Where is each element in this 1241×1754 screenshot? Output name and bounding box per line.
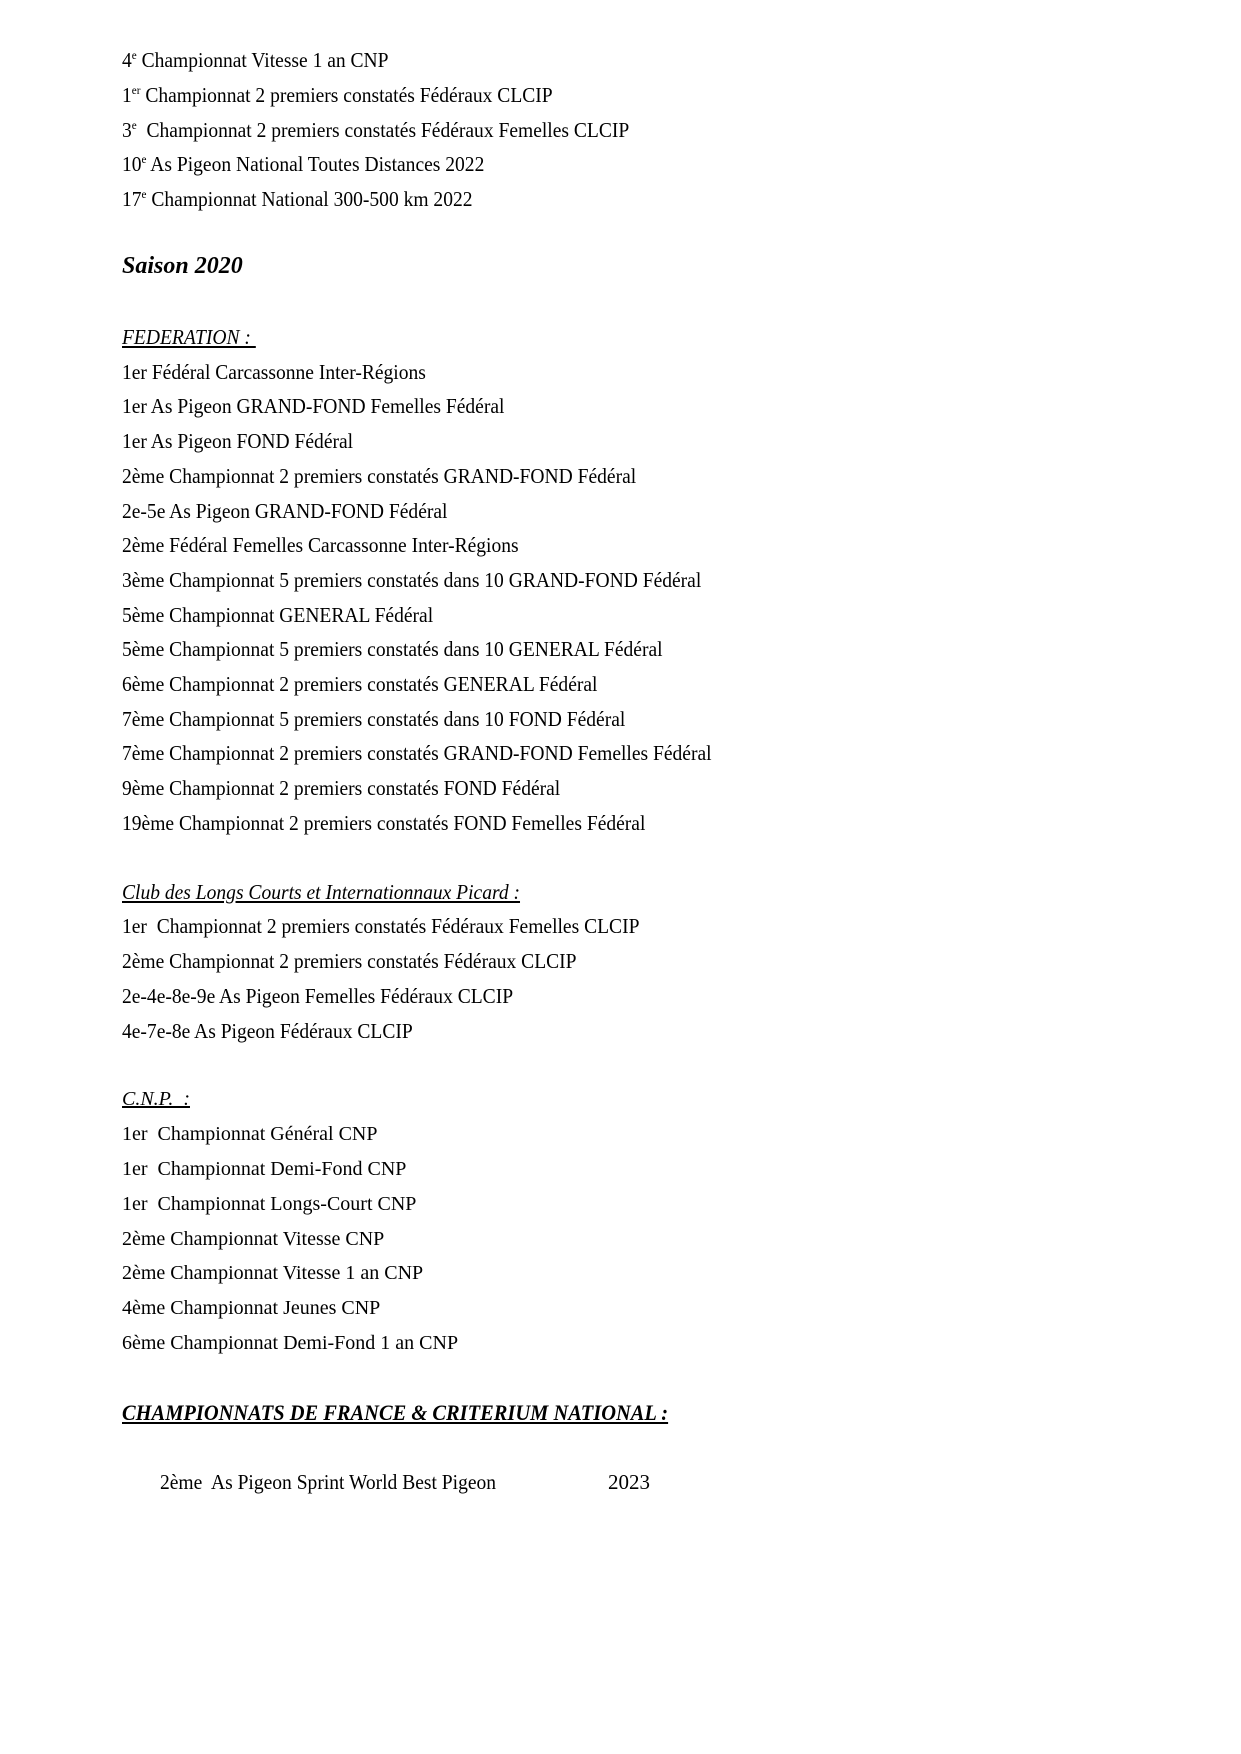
season-title: Saison 2020 [122, 253, 243, 279]
federation-item: 9ème Championnat 2 premiers constatés FOND Fédéral [122, 776, 561, 800]
rank-suffix: e [131, 118, 137, 132]
cnp-item: 6ème Championnat Demi-Fond 1 an CNP [122, 1332, 459, 1354]
section-heading-france: CHAMPIONNATS DE FRANCE & CRITERIUM NATIONAL : [122, 1400, 669, 1425]
rank-suffix: e [141, 187, 147, 201]
federation-item: 5ème Championnat 5 premiers constatés dans 10 GENERAL Fédéral [122, 637, 663, 661]
award-line [122, 48, 389, 75]
federation-item: 1er As Pigeon FOND Fédéral [122, 429, 354, 453]
cnp-item: 2ème Championnat Vitesse CNP [122, 1228, 385, 1250]
section-heading-clcip: Club des Longs Courts et Internationnaux Picard : [122, 880, 521, 904]
clcip-item: 2ème Championnat 2 premiers constatés Fédéraux CLCIP [122, 949, 577, 973]
award-text: Championnat 2 premiers constatés Fédéraux Femelles CLCIP [136, 118, 630, 142]
rank-suffix: er [131, 83, 141, 97]
award-text: Championnat Vitesse 1 an CNP [136, 48, 389, 72]
rank-number: 17 [122, 187, 142, 211]
award-line [122, 152, 484, 179]
federation-item: 2ème Fédéral Femelles Carcassonne Inter-Régions [122, 533, 519, 557]
rank-suffix: e [131, 48, 137, 62]
rank-suffix: e [141, 152, 147, 166]
federation-item: 7ème Championnat 5 premiers constatés dans 10 FOND Fédéral [122, 707, 626, 731]
rank-number: 4 [122, 48, 132, 72]
federation-item: 1er Fédéral Carcassonne Inter-Régions [122, 360, 426, 384]
federation-item: 19ème Championnat 2 premiers constatés FOND Femelles Fédéral [122, 811, 646, 835]
federation-item: 5ème Championnat GENERAL Fédéral [122, 603, 434, 627]
france-entry: 2ème As Pigeon Sprint World Best Pigeon [160, 1470, 497, 1494]
clcip-item: 2e-4e-8e-9e As Pigeon Femelles Fédéraux CLCIP [122, 984, 514, 1008]
award-line [122, 83, 553, 110]
federation-item: 3ème Championnat 5 premiers constatés dans 10 GRAND-FOND Fédéral [122, 568, 702, 592]
federation-item: 6ème Championnat 2 premiers constatés GENERAL Fédéral [122, 672, 598, 696]
rank-number: 10 [122, 152, 142, 176]
award-text: Championnat 2 premiers constatés Fédéraux CLCIP [140, 83, 553, 107]
section-heading-federation: FEDERATION : [122, 325, 256, 349]
rank-number: 3 [122, 118, 132, 142]
cnp-item: 4ème Championnat Jeunes CNP [122, 1297, 381, 1319]
federation-item: 2ème Championnat 2 premiers constatés GRAND-FOND Fédéral [122, 464, 637, 488]
france-entry-year: 2023 [608, 1470, 650, 1494]
cnp-item: 1er Championnat Longs-Court CNP [122, 1193, 417, 1215]
section-heading-cnp: C.N.P. : [122, 1088, 190, 1110]
clcip-item: 4e-7e-8e As Pigeon Fédéraux CLCIP [122, 1019, 413, 1043]
cnp-item: 2ème Championnat Vitesse 1 an CNP [122, 1262, 424, 1284]
award-text: As Pigeon National Toutes Distances 2022 [146, 152, 485, 176]
award-text: Championnat National 300-500 km 2022 [146, 187, 473, 211]
federation-item: 1er As Pigeon GRAND-FOND Femelles Fédéral [122, 394, 505, 418]
cnp-item: 1er Championnat Général CNP [122, 1123, 378, 1145]
cnp-item: 1er Championnat Demi-Fond CNP [122, 1158, 407, 1180]
award-line [122, 187, 472, 214]
federation-item: 2e-5e As Pigeon GRAND-FOND Fédéral [122, 499, 448, 523]
clcip-item: 1er Championnat 2 premiers constatés Fédéraux Femelles CLCIP [122, 914, 640, 938]
rank-number: 1 [122, 83, 132, 107]
federation-item: 7ème Championnat 2 premiers constatés GRAND-FOND Femelles Fédéral [122, 741, 712, 765]
award-line [122, 118, 629, 145]
